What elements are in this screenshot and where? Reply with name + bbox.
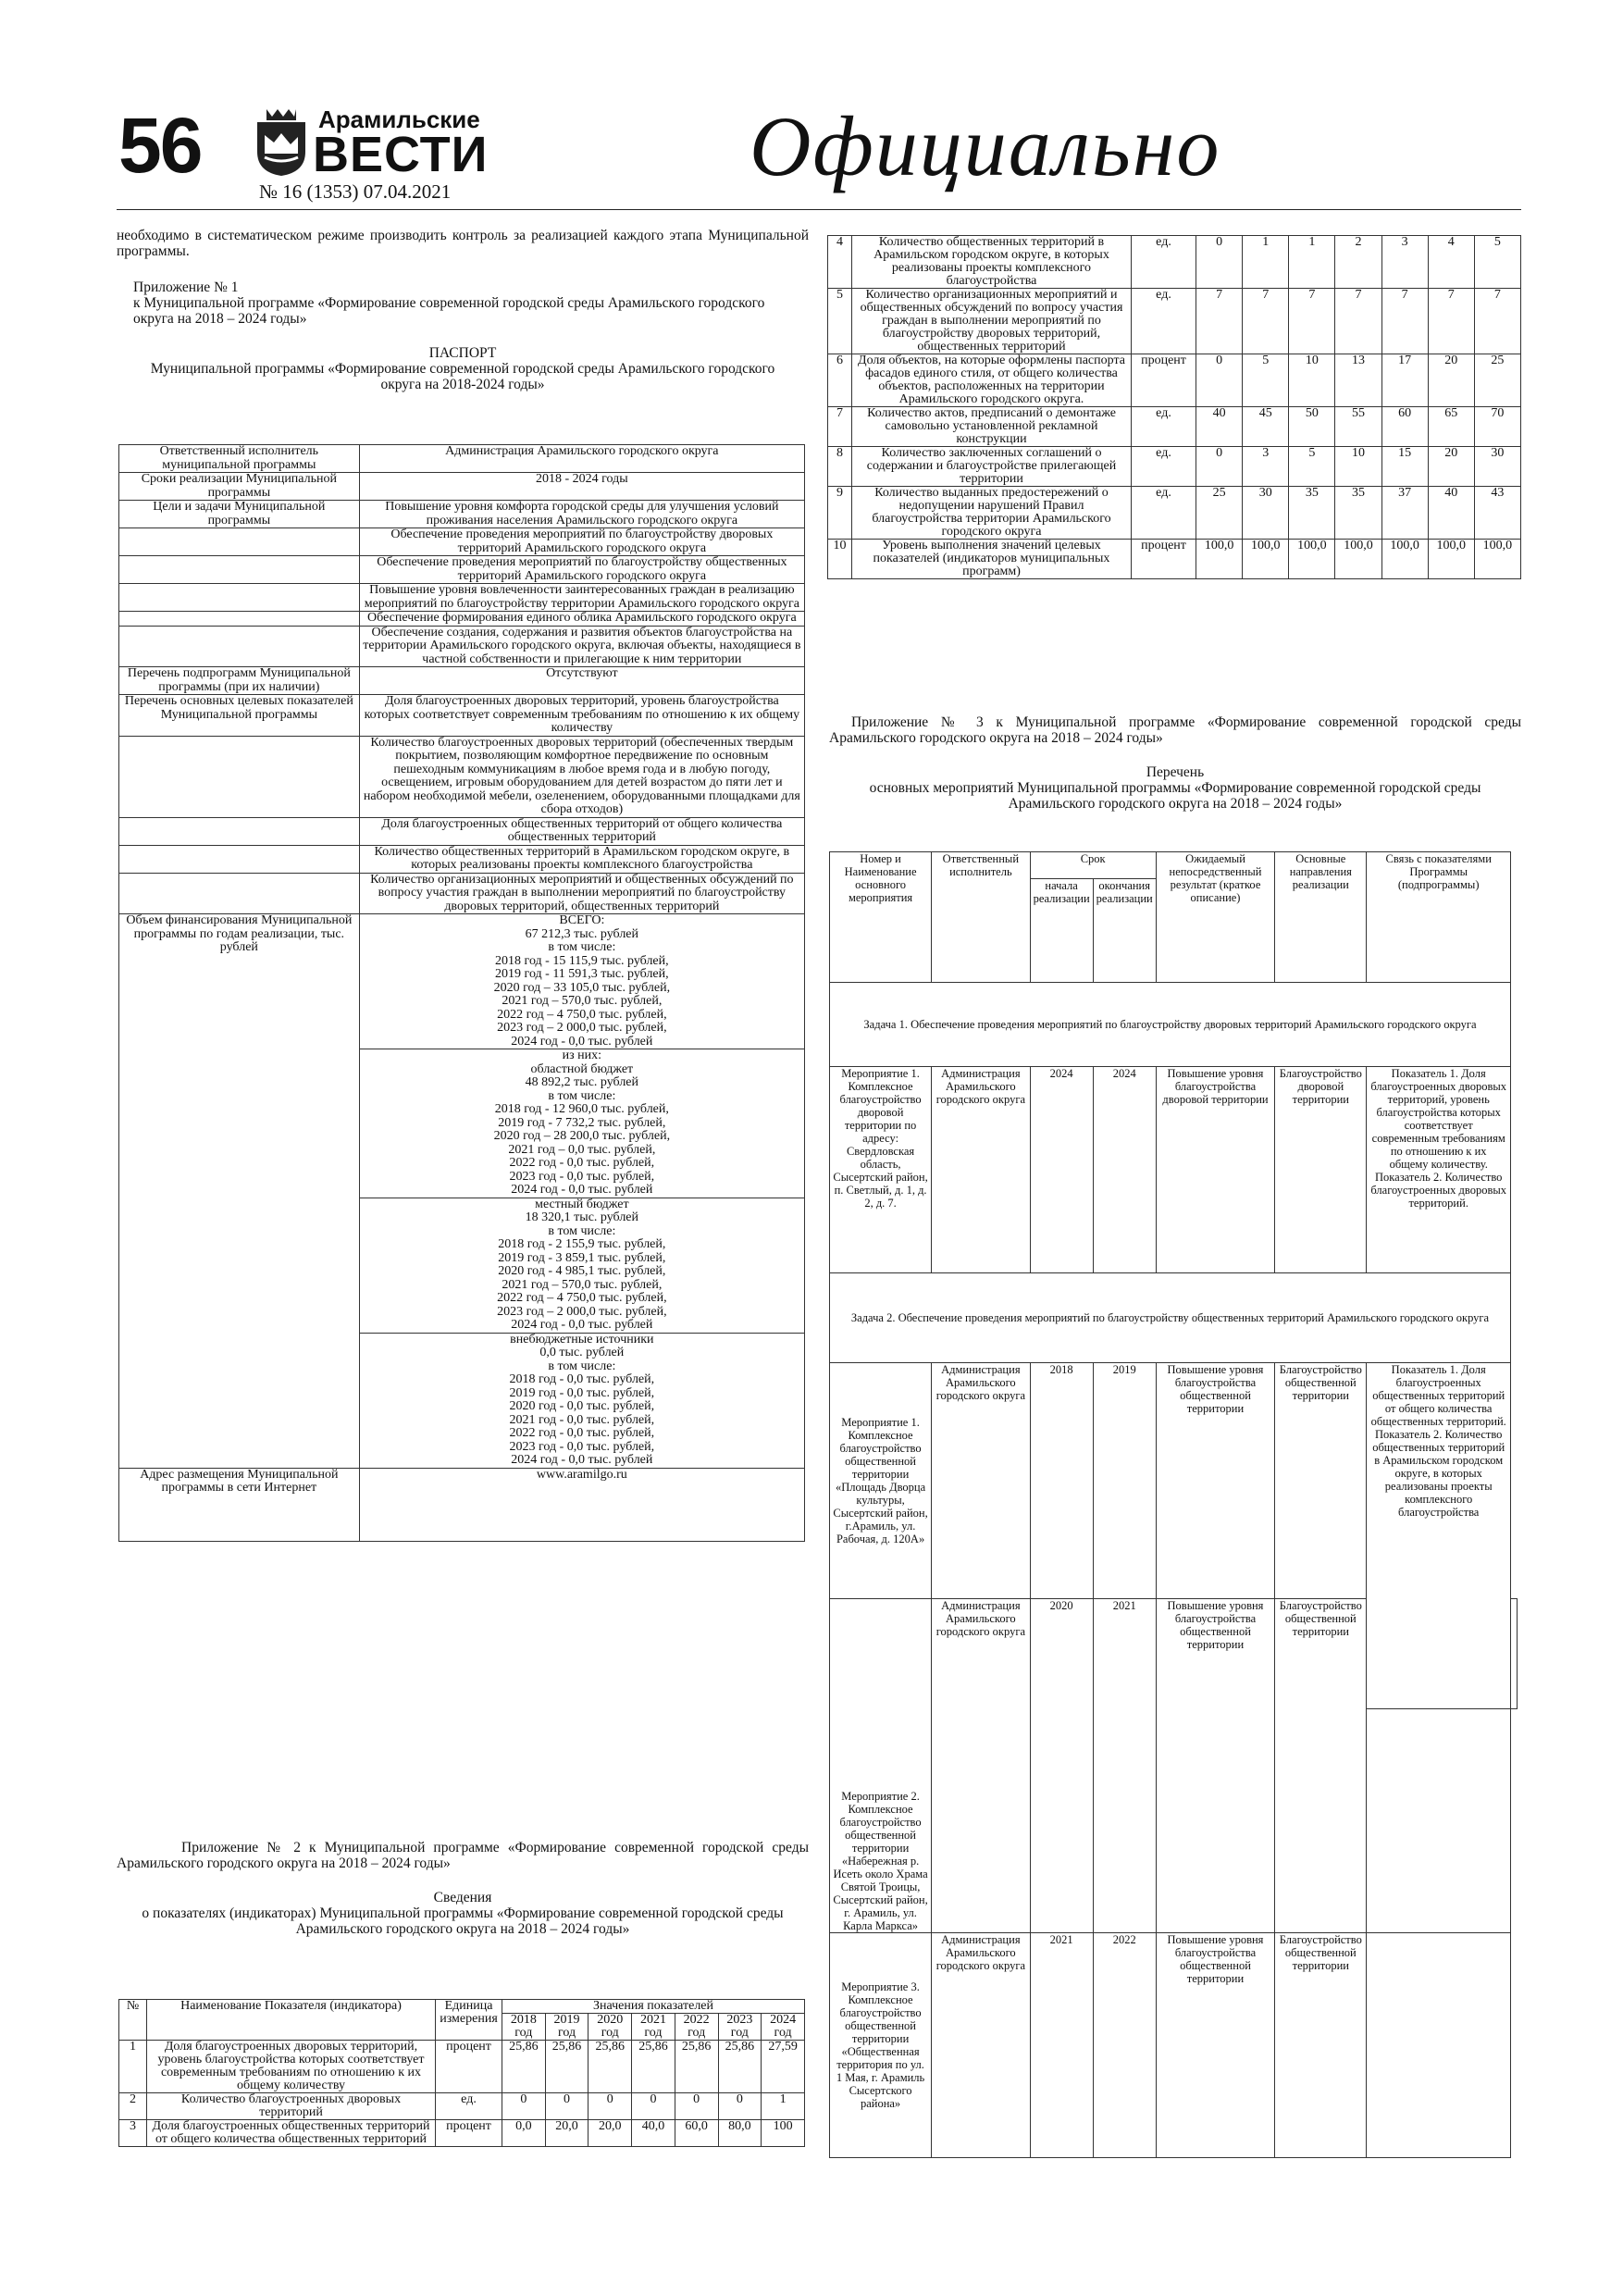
ind-value: 30: [1243, 487, 1289, 540]
ind-value: 20: [1428, 354, 1474, 407]
ind-value: 0: [1196, 447, 1243, 487]
passport-value: 2018 - 2024 годы: [359, 473, 804, 501]
m4-result: Повышение уровня благоустройства общественной территории: [1156, 1933, 1274, 2158]
ind-value: 1: [762, 2093, 805, 2120]
passport-row: [119, 501, 805, 528]
m1-start: 2024: [1030, 1067, 1093, 1273]
m1-end: 2024: [1093, 1067, 1156, 1273]
ind-value: 40,0: [632, 2120, 675, 2147]
ind-value: 25,86: [675, 2041, 718, 2093]
logo-line1: Арамильские: [318, 105, 480, 133]
finance-line: 2020 год - 0,0 тыс. рублей,: [509, 1399, 655, 1413]
ind-value: 7: [1289, 289, 1335, 354]
passport-row: [119, 445, 805, 473]
passport-value: Обеспечение создания, содержания и развития объектов благоустройства на территории Арамильского городского округа, включая объекты, находящиеся в частной собственности и прилегающие к ним территории: [359, 626, 804, 667]
finance-line: 2019 год - 11 591,3 тыс. рублей,: [495, 967, 669, 981]
passport-row: [119, 667, 805, 695]
passport-row: [119, 528, 805, 556]
passport-label: [119, 873, 360, 914]
m-h-name: Номер и Наименование основного мероприятия: [830, 852, 932, 983]
ind-value: 100,0: [1243, 540, 1289, 579]
finance-line: в том числе:: [548, 940, 616, 954]
finance-line: 2021 год - 0,0 тыс. рублей,: [509, 1412, 655, 1427]
finance-line: 2024 год - 0,0 тыс. рублей: [511, 1034, 653, 1049]
passport-value: Отсутствуют: [359, 667, 804, 695]
left-column-app2: [117, 1840, 809, 1937]
m3-start: 2020: [1030, 1599, 1093, 1933]
app1-title: Приложение № 1: [133, 279, 239, 295]
coat-of-arms-icon: [254, 107, 309, 178]
finance-line: местный бюджет: [535, 1197, 629, 1211]
t2-link: Показатель 1. Доля благоустроенных общественных территорий от общего количества общественных территорий. Показатель 2. Количество общественных территорий в Арамильском городском округе, в которых реализованы проекты комплексного благоустройства: [1367, 1363, 1511, 1709]
task-2: Задача 2. Обеспечение проведения мероприятий по благоустройству общественных территорий Арамильского городского округа: [830, 1273, 1511, 1363]
ind-value: 15: [1381, 447, 1428, 487]
passport-label: [119, 845, 360, 873]
ind-value: 65: [1428, 407, 1474, 447]
t2-link-spacer: [1511, 1599, 1518, 1709]
finance-line: в том числе:: [548, 1359, 616, 1373]
ind-value: 13: [1335, 354, 1381, 407]
measures-table: [829, 851, 1518, 2158]
passport-value: Доля благоустроенных дворовых территорий, уровень благоустройства которых соответствует современным требованиям по отношению к их общему количеству: [359, 695, 804, 737]
ind-unit: процент: [1132, 354, 1196, 407]
intro-text: необходимо в систематическом режиме производить контроль за реализацией каждого этапа Муниципальной программы.: [117, 228, 809, 259]
m1-dir: Благоустройство дворовой территории: [1275, 1067, 1367, 1273]
ind-value: 40: [1428, 487, 1474, 540]
m2-result: Повышение уровня благоустройства общественной территории: [1156, 1363, 1274, 1599]
ind-num: 10: [828, 540, 852, 579]
ind-year: 2018 год: [502, 2014, 546, 2041]
finance-line: 2022 год – 4 750,0 тыс. рублей,: [497, 1291, 667, 1305]
passport-label: Перечень основных целевых показателей Муниципальной программы: [119, 695, 360, 737]
passport-value: Повышение уровня комфорта городской среды для улучшения условий проживания населения Арамильского городского округа: [359, 501, 804, 528]
finance-line: 2022 год - 0,0 тыс. рублей,: [509, 1426, 655, 1440]
ind-value: 1: [1289, 236, 1335, 289]
ind-num: 8: [828, 447, 852, 487]
ind-h-num: №: [119, 2000, 147, 2041]
m3-resp: Администрация Арамильского городского округа: [932, 1599, 1030, 1933]
ind-value: 25,86: [632, 2041, 675, 2093]
finance-line: 2020 год - 4 985,1 тыс. рублей,: [498, 1264, 666, 1278]
logo-line2: ВЕСТИ: [313, 127, 489, 182]
passport-row: [119, 736, 805, 817]
passport-label: Сроки реализации Муниципальной программы: [119, 473, 360, 501]
ind-value: 20,0: [545, 2120, 588, 2147]
finance-line: 2018 год - 2 155,9 тыс. рублей,: [498, 1237, 666, 1251]
ind-value: 5: [1243, 354, 1289, 407]
m2-start: 2018: [1030, 1363, 1093, 1599]
ind-h-unit: Единица измерения: [436, 2000, 502, 2041]
ind-year: 2024 год: [762, 2014, 805, 2041]
measure-row: [830, 1933, 1518, 2158]
ind-value: 25,86: [718, 2041, 762, 2093]
passport-title: ПАСПОРТ: [428, 345, 497, 361]
ind-unit: процент: [436, 2120, 502, 2147]
indicators-table-part1: [118, 1999, 805, 2147]
m2-name: Мероприятие 1. Комплексное благоустройство общественной территории «Площадь Дворца культуры, Сысертский район, г.Арамиль, ул. Рабочая, д. 120А»: [830, 1363, 932, 1599]
ind-value: 35: [1289, 487, 1335, 540]
finance-line: 2018 год - 15 115,9 тыс. рублей,: [495, 953, 669, 968]
ind-value: 5: [1474, 236, 1520, 289]
ind-value: 100,0: [1196, 540, 1243, 579]
info-subtitle2: Арамильского городского округа на 2018 – 2024 годы»: [295, 1921, 630, 1937]
passport-row-finance: [119, 914, 805, 1049]
passport-label: [119, 528, 360, 556]
ind-value: 0: [632, 2093, 675, 2120]
indicator-row: [828, 354, 1521, 407]
ind-value: 100,0: [1335, 540, 1381, 579]
ind-value: 27,59: [762, 2041, 805, 2093]
finance-offbudget: [359, 1333, 804, 1468]
ind-value: 25,86: [502, 2041, 546, 2093]
passport-value: Обеспечение формирования единого облика Арамильского городского округа: [359, 612, 804, 627]
passport-subtitle: Муниципальной программы «Формирование современной городской среды Арамильского городского округа на 2018-2024 годы»: [150, 361, 775, 392]
passport-label: Ответственный исполнитель муниципальной программы: [119, 445, 360, 473]
ind-value: 70: [1474, 407, 1520, 447]
ind-value: 25,86: [588, 2041, 632, 2093]
task-1: Задача 1. Обеспечение проведения мероприятий по благоустройству дворовых территорий Арамильского городского округа: [830, 983, 1511, 1067]
m-h-resp: Ответственный исполнитель: [932, 852, 1030, 983]
ind-value: 55: [1335, 407, 1381, 447]
passport-row-address: [119, 1468, 805, 1541]
passport-row: [119, 817, 805, 845]
ind-value: 0: [718, 2093, 762, 2120]
ind-value: 37: [1381, 487, 1428, 540]
ind-value: 7: [1381, 289, 1428, 354]
finance-line: 2019 год - 7 732,2 тыс. рублей,: [498, 1115, 666, 1130]
header-rule: [117, 209, 1521, 210]
m-h-end: окончания реализации: [1093, 879, 1156, 983]
m2-resp: Администрация Арамильского городского округа: [932, 1363, 1030, 1599]
ind-h-name: Наименование Показателя (индикатора): [147, 2000, 436, 2041]
indicator-row: [828, 236, 1521, 289]
ind-h-values: Значения показателей: [502, 2000, 805, 2014]
ind-name: Доля благоустроенных общественных территорий от общего количества общественных территорий: [147, 2120, 436, 2147]
ind-value: 30: [1474, 447, 1520, 487]
app1-text: к Муниципальной программе «Формирование современной городской среды Арамильского городского округа на 2018 – 2024 годы»: [133, 295, 765, 327]
indicator-row: [828, 407, 1521, 447]
ind-value: 25: [1474, 354, 1520, 407]
passport-row: [119, 695, 805, 737]
ind-value: 60: [1381, 407, 1428, 447]
link-empty-cell: [1367, 1709, 1511, 1933]
passport-row: [119, 626, 805, 667]
m4-name: Мероприятие 3. Комплексное благоустройство общественной территории «Общественная территория по ул. 1 Мая, г. Арамиль Сысертского района»: [830, 1933, 932, 2158]
m1-name: Мероприятие 1. Комплексное благоустройство дворовой территории по адресу: Свердловская область, Сысертский район, п. Светлый, д. 1, д. 2, д. 7.: [830, 1067, 932, 1273]
passport-value: Обеспечение проведения мероприятий по благоустройству дворовых территорий Арамильского городского округа: [359, 528, 804, 556]
ind-name: Количество заключенных соглашений о содержании и благоустройстве прилегающей территории: [852, 447, 1132, 487]
indicator-row: [119, 2041, 805, 2093]
ind-value: 43: [1474, 487, 1520, 540]
indicator-row: [828, 540, 1521, 579]
ind-value: 0: [545, 2093, 588, 2120]
m1-resp: Администрация Арамильского городского округа: [932, 1067, 1030, 1273]
address-label: Адрес размещения Муниципальной программы в сети Интернет: [119, 1468, 360, 1541]
ind-num: 2: [119, 2093, 147, 2120]
ind-unit: ед.: [1132, 236, 1196, 289]
passport-row: [119, 556, 805, 584]
ind-value: 17: [1381, 354, 1428, 407]
ind-value: 100: [762, 2120, 805, 2147]
ind-num: 9: [828, 487, 852, 540]
m3-end: 2021: [1093, 1599, 1156, 1933]
ind-value: 0: [1196, 236, 1243, 289]
finance-line: 2020 год – 33 105,0 тыс. рублей,: [493, 980, 671, 995]
info-subtitle1: о показателях (индикаторах) Муниципальной программы «Формирование современной городской среды: [142, 1905, 784, 1921]
passport-label: [119, 817, 360, 845]
m1-result: Повышение уровня благоустройства дворовой территории: [1156, 1067, 1274, 1273]
m-h-link: Связь с показателями Программы (подпрограммы): [1367, 852, 1511, 983]
ind-num: 5: [828, 289, 852, 354]
passport-label: Цели и задачи Муниципальной программы: [119, 501, 360, 528]
ind-value: 100,0: [1428, 540, 1474, 579]
finance-line: 2018 год - 0,0 тыс. рублей,: [509, 1372, 655, 1386]
finance-line: из них:: [562, 1049, 602, 1062]
right-column-app3: [829, 714, 1521, 812]
indicator-row: [119, 2093, 805, 2120]
ind-name: Доля благоустроенных дворовых территорий, уровень благоустройства которых соответствует современным требованиям по отношению к их общему количеству: [147, 2041, 436, 2093]
ind-name: Количество благоустроенных дворовых территорий: [147, 2093, 436, 2120]
ind-name: Доля объектов, на которые оформлены паспорта фасадов единого стиля, от общего количества объектов, расположенных на территории Арамильского городского округа.: [852, 354, 1132, 407]
finance-line: 2019 год - 3 859,1 тыс. рублей,: [498, 1250, 666, 1265]
ind-unit: ед.: [1132, 487, 1196, 540]
list-subtitle: основных мероприятий Муниципальной программы «Формирование современной городской среды Арамильского городского округа на 2018 – 2024 годы»: [869, 780, 1481, 812]
ind-value: 3: [1381, 236, 1428, 289]
info-title: Сведения: [433, 1890, 492, 1905]
finance-line: 2021 год – 0,0 тыс. рублей,: [508, 1142, 656, 1157]
measure-row: [830, 1067, 1518, 1273]
passport-label: [119, 584, 360, 612]
ind-num: 1: [119, 2041, 147, 2093]
m-h-result: Ожидаемый непосредственный результат (краткое описание): [1156, 852, 1274, 983]
measure-row: [830, 1363, 1518, 1599]
passport-value: Повышение уровня вовлеченности заинтересованных граждан в реализацию мероприятий по благоустройству территории Арамильского городского округа: [359, 584, 804, 612]
passport-row: [119, 612, 805, 627]
finance-line: 18 320,1 тыс. рублей: [525, 1210, 639, 1224]
ind-value: 35: [1335, 487, 1381, 540]
indicator-row: [119, 2120, 805, 2147]
finance-line: ВСЕГО:: [559, 913, 605, 927]
finance-line: в том числе:: [548, 1088, 616, 1103]
ind-value: 0: [675, 2093, 718, 2120]
ind-num: 4: [828, 236, 852, 289]
ind-unit: ед.: [436, 2093, 502, 2120]
ind-value: 80,0: [718, 2120, 762, 2147]
passport-table: [118, 444, 805, 1542]
finance-line: областной бюджет: [530, 1061, 634, 1076]
finance-line: 2023 год - 0,0 тыс. рублей,: [509, 1439, 655, 1454]
ind-unit: ед.: [1132, 447, 1196, 487]
finance-line: 67 212,3 тыс. рублей: [525, 926, 639, 941]
finance-regional: [359, 1049, 804, 1198]
passport-value: Количество организационных мероприятий и общественных обсуждений по вопросу участия граждан в выполнении мероприятий по благоустройству дворовых территорий, общественных территорий: [359, 873, 804, 914]
m-h-start: начала реализации: [1030, 879, 1093, 983]
ind-num: 6: [828, 354, 852, 407]
ind-value: 1: [1243, 236, 1289, 289]
ind-name: Уровень выполнения значений целевых показателей (индикаторов муниципальных программ): [852, 540, 1132, 579]
m-h-dir: Основные направления реализации: [1275, 852, 1367, 983]
finance-line: внебюджетные источники: [510, 1332, 654, 1347]
ind-value: 7: [1243, 289, 1289, 354]
ind-name: Количество общественных территорий в Арамильском городском округе, в которых реализованы проекты комплексного благоустройства: [852, 236, 1132, 289]
ind-unit: ед.: [1132, 407, 1196, 447]
ind-value: 0,0: [502, 2120, 546, 2147]
finance-total: [359, 914, 804, 1049]
m2-end: 2019: [1093, 1363, 1156, 1599]
link-empty-cell: [1367, 1933, 1511, 2158]
ind-value: 40: [1196, 407, 1243, 447]
ind-value: 60,0: [675, 2120, 718, 2147]
finance-label: Объем финансирования Муниципальной программы по годам реализации, тыс. рублей: [119, 914, 360, 1469]
app3-text: Приложение № 3 к Муниципальной программе «Формирование современной городской среды Арамильского городского округа на 2018 – 2024 годы»: [829, 714, 1521, 746]
ind-year: 2023 год: [718, 2014, 762, 2041]
m3-name: Мероприятие 2. Комплексное благоустройство общественной территории «Набережная р. Исеть около Храма Святой Троицы, Сысертский район, г. Арамиль, ул. Карла Маркса»: [830, 1599, 932, 1933]
ind-value: 25: [1196, 487, 1243, 540]
passport-label: Перечень подпрограмм Муниципальной программы (при их наличии): [119, 667, 360, 695]
ind-value: 100,0: [1289, 540, 1335, 579]
passport-value: Количество благоустроенных дворовых территорий (обеспеченных твердым покрытием, позволяющим комфортное передвижение по основным пешеходным коммуникациям в любое время года и в любую погоду, освещением, игровым оборудованием для детей возрастом до пяти лет и набором необходимой мебели, озеленением, оборудованными площадками для сбора отходов): [359, 736, 804, 817]
m4-resp: Администрация Арамильского городского округа: [932, 1933, 1030, 2158]
ind-value: 20: [1428, 447, 1474, 487]
address-value: www.aramilgo.ru: [359, 1468, 804, 1541]
ind-value: 5: [1289, 447, 1335, 487]
finance-local: [359, 1198, 804, 1333]
m4-dir: Благоустройство общественной территории: [1275, 1933, 1367, 2158]
ind-value: 100,0: [1474, 540, 1520, 579]
list-title: Перечень: [1146, 764, 1205, 780]
m2-dir: Благоустройство общественной территории: [1275, 1363, 1367, 1599]
ind-name: Количество организационных мероприятий и общественных обсуждений по вопросу участия граждан в выполнении мероприятий по благоустройству дворовых территорий, общественных территорий: [852, 289, 1132, 354]
passport-value: Обеспечение проведения мероприятий по благоустройству общественных территорий Арамильского городского округа: [359, 556, 804, 584]
finance-line: в том числе:: [548, 1223, 616, 1238]
newspaper-logo: [254, 105, 489, 182]
passport-row: [119, 845, 805, 873]
finance-line: 2024 год - 0,0 тыс. рублей: [511, 1183, 653, 1197]
ind-unit: процент: [1132, 540, 1196, 579]
section-title: Официально: [750, 99, 1221, 193]
passport-value: Количество общественных территорий в Арамильском городском округе, в которых реализованы проекты комплексного благоустройства: [359, 845, 804, 873]
finance-line: 2023 год – 2 000,0 тыс. рублей,: [497, 1304, 667, 1319]
passport-value: Доля благоустроенных общественных территорий от общего количества общественных территорий: [359, 817, 804, 845]
passport-row: [119, 473, 805, 501]
ind-year: 2020 год: [588, 2014, 632, 2041]
finance-line: 2023 год - 0,0 тыс. рублей,: [509, 1169, 655, 1184]
indicator-row: [828, 289, 1521, 354]
passport-label: [119, 736, 360, 817]
passport-row: [119, 584, 805, 612]
ind-value: 50: [1289, 407, 1335, 447]
finance-line: 2020 год – 28 200,0 тыс. рублей,: [493, 1129, 671, 1143]
ind-value: 45: [1243, 407, 1289, 447]
finance-line: 0,0 тыс. рублей: [539, 1346, 625, 1359]
ind-value: 20,0: [588, 2120, 632, 2147]
ind-num: 7: [828, 407, 852, 447]
m4-start: 2021: [1030, 1933, 1093, 2158]
m3-result: Повышение уровня благоустройства общественной территории: [1156, 1599, 1274, 1933]
finance-line: 2019 год - 0,0 тыс. рублей,: [509, 1385, 655, 1400]
passport-label: [119, 626, 360, 667]
ind-value: 7: [1335, 289, 1381, 354]
finance-line: 2018 год - 12 960,0 тыс. рублей,: [494, 1102, 669, 1116]
finance-line: 2023 год – 2 000,0 тыс. рублей,: [497, 1021, 667, 1035]
m-h-term: Срок: [1030, 852, 1156, 879]
ind-value: 7: [1196, 289, 1243, 354]
passport-label: [119, 612, 360, 627]
app2-text: Приложение № 2 к Муниципальной программе «Формирование современной городской среды Арамильского городского округа на 2018 – 2024 годы»: [117, 1840, 809, 1871]
ind-value: 100,0: [1381, 540, 1428, 579]
finance-line: 2024 год - 0,0 тыс. рублей: [511, 1318, 653, 1332]
ind-unit: процент: [436, 2041, 502, 2093]
ind-name: Количество выданных предостережений о недопущении нарушений Правил благоустройства территории Арамильского городского округа: [852, 487, 1132, 540]
ind-num: 3: [119, 2120, 147, 2147]
page-number: 56: [118, 102, 202, 189]
m1-link: Показатель 1. Доля благоустроенных дворовых территорий, уровень благоустройства которых соответствует современным требованиям по отношению к их общему количеству. Показатель 2. Количество благоустроенных дворовых территорий.: [1367, 1067, 1511, 1273]
finance-line: 2022 год - 0,0 тыс. рублей,: [509, 1156, 655, 1170]
passport-row: [119, 873, 805, 914]
ind-value: 10: [1335, 447, 1381, 487]
finance-line: 2021 год – 570,0 тыс. рублей,: [502, 1277, 663, 1292]
passport-label: [119, 556, 360, 584]
ind-unit: ед.: [1132, 289, 1196, 354]
ind-value: 2: [1335, 236, 1381, 289]
ind-value: 4: [1428, 236, 1474, 289]
indicator-row: [828, 447, 1521, 487]
ind-value: 7: [1474, 289, 1520, 354]
ind-name: Количество актов, предписаний о демонтаже самовольно установленной рекламной конструкции: [852, 407, 1132, 447]
ind-year: 2019 год: [545, 2014, 588, 2041]
passport-value: Администрация Арамильского городского округа: [359, 445, 804, 473]
ind-value: 0: [502, 2093, 546, 2120]
m3-dir: Благоустройство общественной территории: [1275, 1599, 1367, 1933]
m4-end: 2022: [1093, 1933, 1156, 2158]
ind-value: 0: [588, 2093, 632, 2120]
left-column-intro: [117, 228, 809, 392]
ind-value: 3: [1243, 447, 1289, 487]
ind-value: 7: [1428, 289, 1474, 354]
issue-number: № 16 (1353) 07.04.2021: [259, 180, 452, 203]
finance-line: 2024 год - 0,0 тыс. рублей: [511, 1453, 653, 1467]
finance-line: 48 892,2 тыс. рублей: [525, 1075, 639, 1089]
ind-value: 0: [1196, 354, 1243, 407]
finance-line: 2022 год – 4 750,0 тыс. рублей,: [497, 1007, 667, 1022]
ind-value: 10: [1289, 354, 1335, 407]
indicator-row: [828, 487, 1521, 540]
ind-year: 2022 год: [675, 2014, 718, 2041]
finance-line: 2021 год – 570,0 тыс. рублей,: [502, 994, 663, 1008]
indicators-table-part2: [827, 235, 1521, 579]
ind-year: 2021 год: [632, 2014, 675, 2041]
ind-value: 25,86: [545, 2041, 588, 2093]
